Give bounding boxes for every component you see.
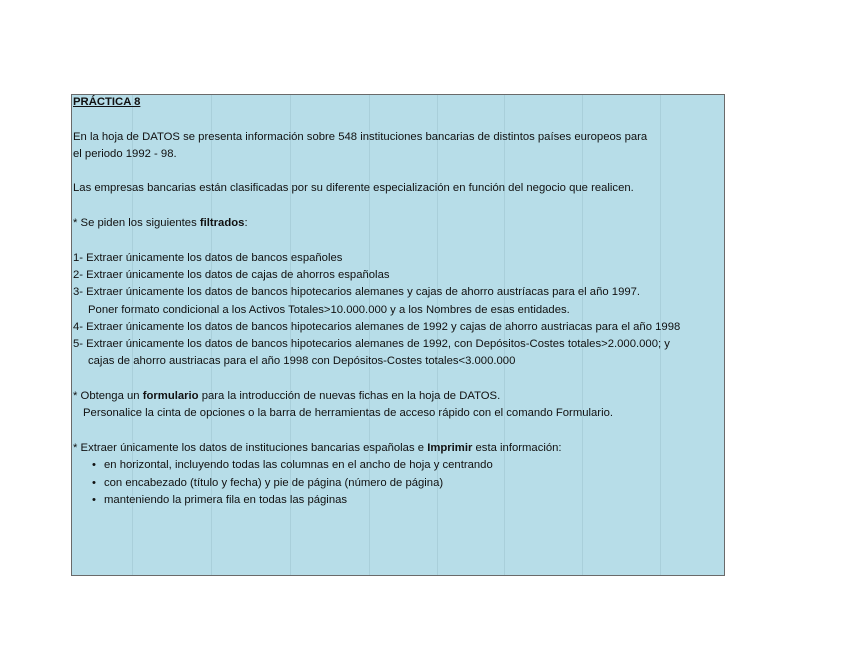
filters-heading: * Se piden los siguientes filtrados: — [73, 217, 248, 230]
instructions-text — [73, 94, 843, 509]
classification-text: Las empresas bancarias están clasificadas por su diferente especialización en función del negocio que realicen. — [73, 182, 634, 195]
filter-item-2: 2- Extraer únicamente los datos de cajas de ahorros españolas — [73, 268, 390, 281]
practice-title: PRÁCTICA 8 — [73, 96, 141, 108]
print-instruction: * Extraer únicamente los datos de instituciones bancarias españolas e Imprimir esta información: — [73, 441, 562, 454]
filter-item-3: 3- Extraer únicamente los datos de bancos hipotecarios alemanes y cajas de ahorro austríacas para el año 1997. — [73, 286, 641, 299]
intro-line-1: En la hoja de DATOS se presenta información sobre 548 instituciones bancarias de distintos países europeos para — [73, 130, 648, 143]
form-instruction-continued: Personalice la cinta de opciones o la barra de herramientas de acceso rápido con el comando Formulario. — [83, 407, 613, 420]
print-bullet-2: • con encabezado (título y fecha) y pie de página (número de página) — [73, 475, 843, 492]
filter-item-5: 5- Extraer únicamente los datos de bancos hipotecarios alemanes de 1992, con Depósitos-Costes totales>2.000.000; y — [73, 338, 670, 351]
filter-item-5-continued: cajas de ahorro austriacas para el año 1998 con Depósitos-Costes totales<3.000.000 — [88, 355, 516, 368]
print-bullet-1: • en horizontal, incluyendo todas las columnas en el ancho de hoja y centrando — [73, 457, 843, 474]
filter-item-3-continued: Poner formato condicional a los Activos Totales>10.000.000 y a los Nombres de esas entidades. — [88, 303, 570, 316]
intro-line-2: el periodo 1992 - 98. — [73, 147, 177, 160]
filter-item-1: 1- Extraer únicamente los datos de bancos españoles — [73, 251, 343, 264]
filter-item-4: 4- Extraer únicamente los datos de bancos hipotecarios alemanes de 1992 y cajas de ahorro austriacas para el año 1998 — [73, 320, 681, 333]
form-instruction: * Obtenga un formulario para la introducción de nuevas fichas en la hoja de DATOS. — [73, 390, 501, 403]
print-bullet-3: • manteniendo la primera fila en todas las páginas — [73, 492, 843, 509]
